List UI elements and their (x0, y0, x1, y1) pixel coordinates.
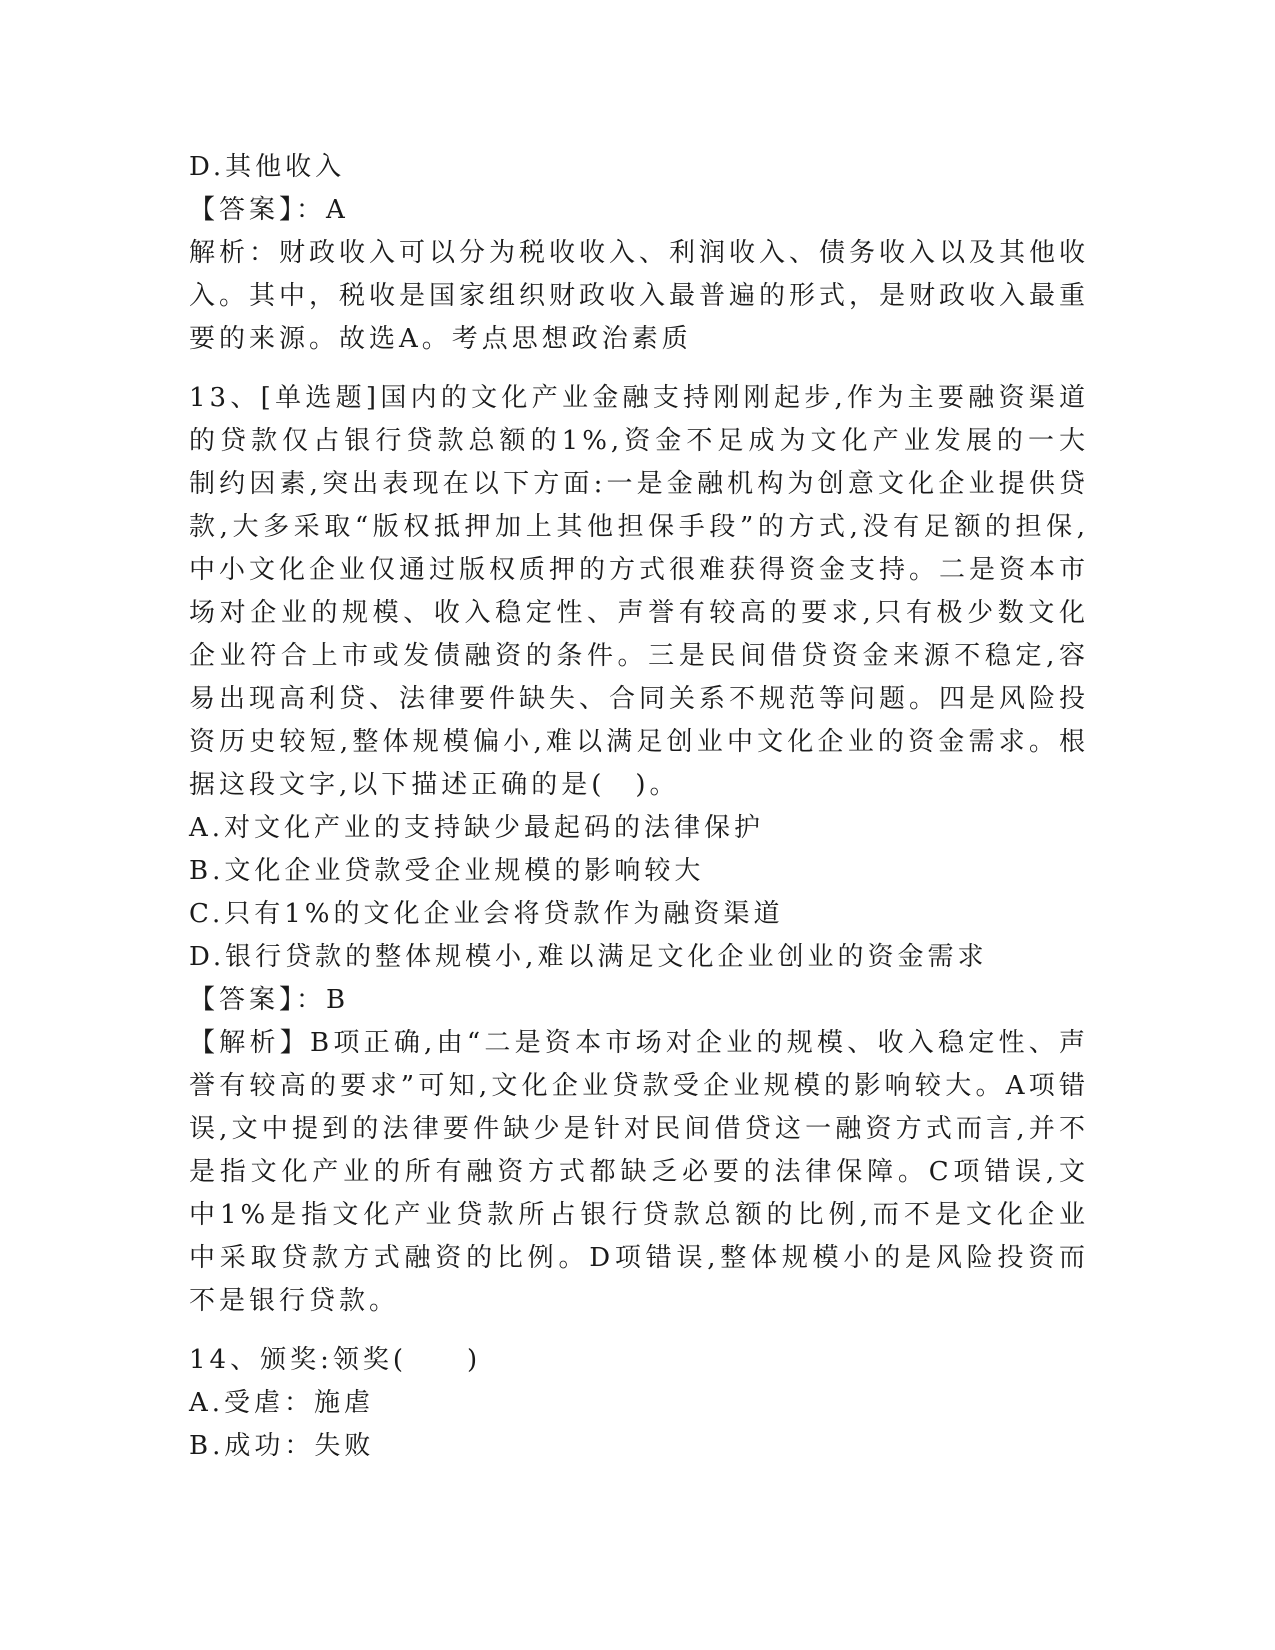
q13-option-b: B.文化企业贷款受企业规模的影响较大 (189, 856, 705, 886)
q13-answer: 【答案】：B (189, 985, 350, 1015)
q14-option-a: A.受虐：施虐 (189, 1388, 375, 1418)
q13-option-c: C.只有1%的文化企业会将贷款作为融资渠道 (189, 899, 784, 929)
q13-option-d: D.银行贷款的整体规模小,难以满足文化企业创业的资金需求 (189, 942, 988, 972)
question-spacer (189, 361, 1089, 377)
q13-option-a: A.对文化产业的支持缺少最起码的法律保护 (189, 813, 765, 843)
q14-stem: 14、颁奖:领奖( ) (189, 1345, 482, 1375)
page-content (189, 146, 1089, 1468)
q12-option-d: D.其他收入 (189, 152, 346, 182)
q12-answer: 【答案】：A (189, 195, 349, 225)
q14-option-b: B.成功：失败 (189, 1431, 375, 1461)
question-spacer (189, 1323, 1089, 1339)
q12-analysis: 解析：财政收入可以分为税收收入、利润收入、债务收入以及其他收入。其中，税收是国家组织财政收入最普遍的形式，是财政收入最重要的来源。故选A。考点思想政治素质 (189, 238, 1090, 354)
q13-stem: 13、[单选题]国内的文化产业金融支持刚刚起步,作为主要融资渠道的贷款仅占银行贷款总额的1%,资金不足成为文化产业发展的一大制约因素,突出表现在以下方面:一是金融机构为创意文化企业提供贷款,大多采取“版权抵押加上其他担保手段”的方式,没有足额的担保,中小文化企业仅通过版权质押的方式很难获得资金支持。二是资本市场对企业的规模、收入稳定性、声誉有较高的要求,只有极少数文化企业符合上市或发债融资的条件。三是民间借贷资金来源不稳定,容易出现高利贷、法律要件缺失、合同关系不规范等问题。四是风险投资历史较短,整体规模偏小,难以满足创业中文化企业的资金需求。根据这段文字,以下描述正确的是( )。 (189, 383, 1090, 800)
q13-analysis: 【解析】B项正确,由“二是资本市场对企业的规模、收入稳定性、声誉有较高的要求”可知,文化企业贷款受企业规模的影响较大。A项错误,文中提到的法律要件缺少是针对民间借贷这一融资方式而言,并不是指文化产业的所有融资方式都缺乏必要的法律保障。C项错误,文中1%是指文化产业贷款所占银行贷款总额的比例,而不是文化企业中采取贷款方式融资的比例。D项错误,整体规模小的是风险投资而不是银行贷款。 (189, 1028, 1089, 1316)
